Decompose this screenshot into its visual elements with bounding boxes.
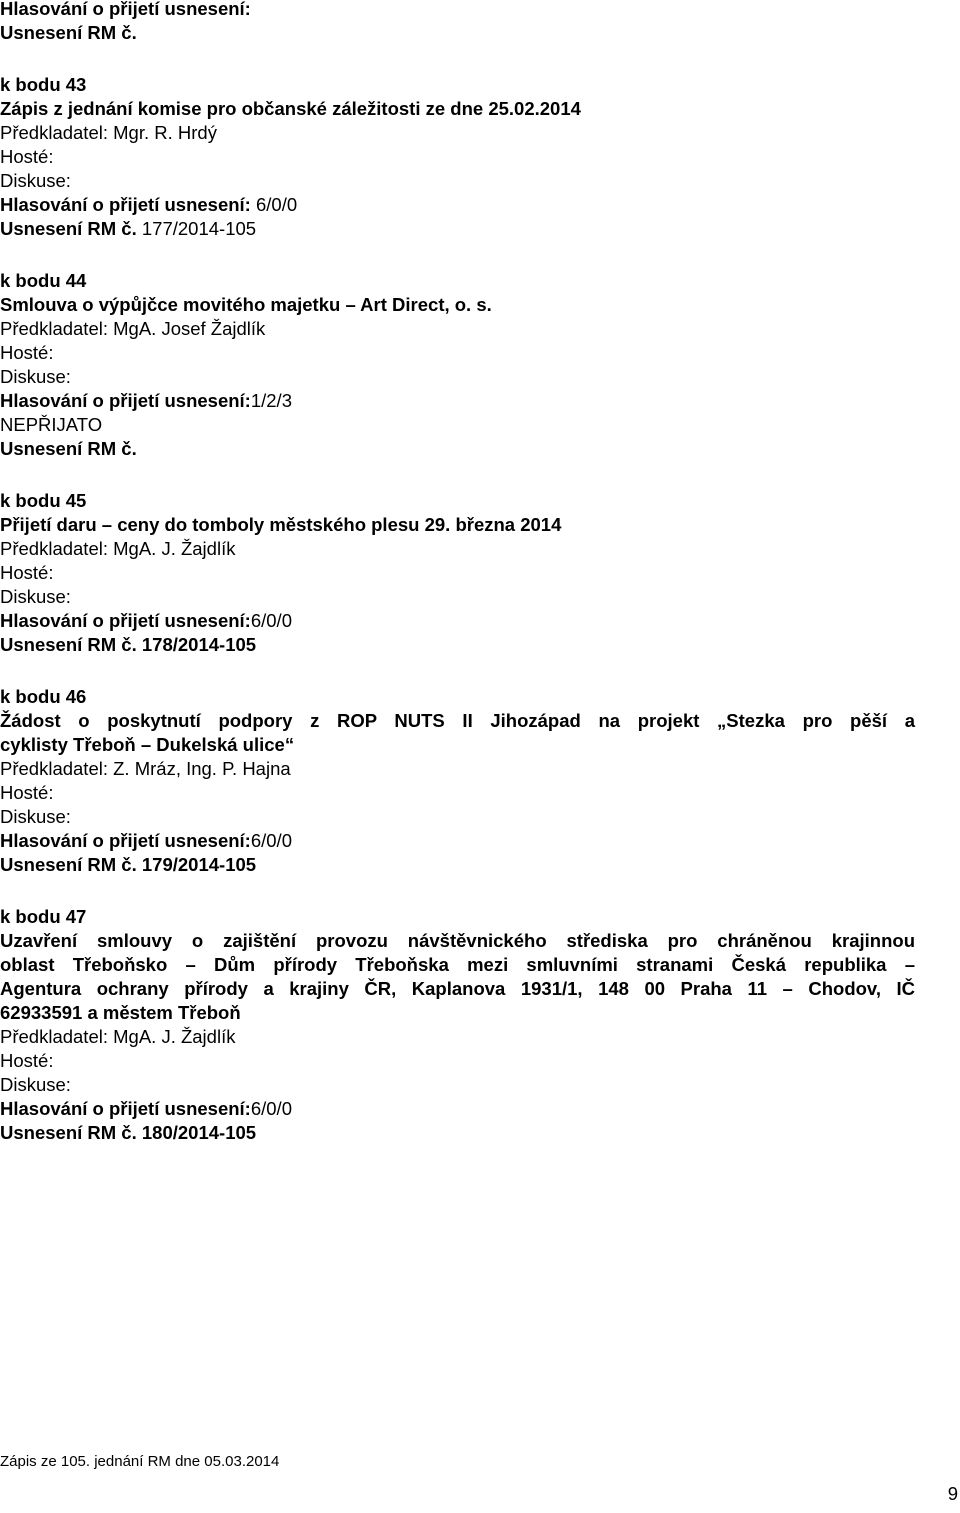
plain-text: Předkladatel: Mgr. R. Hrdý — [0, 122, 217, 143]
bold-text: Hlasování o přijetí usnesení: — [0, 1098, 251, 1119]
bold-text: Žádost o poskytnutí podpory z ROP NUTS II Jihozápad na projekt „Stezka pro pěší a — [0, 710, 915, 731]
bold-text: Usnesení RM č. — [0, 438, 137, 459]
plain-text: Hosté: — [0, 1050, 54, 1071]
bold-text: Hlasování o přijetí usnesení: — [0, 194, 251, 215]
bold-text: Přijetí daru – ceny do tomboly městského plesu 29. března 2014 — [0, 514, 562, 535]
plain-text: Předkladatel: MgA. J. Žajdlík — [0, 1026, 236, 1047]
page-number: 9 — [947, 1483, 958, 1504]
text-line — [0, 709, 915, 733]
bold-text: Usnesení RM č. — [0, 1122, 137, 1143]
text-line — [0, 633, 256, 657]
text-line — [0, 317, 265, 341]
text-line — [0, 365, 71, 389]
bold-text: Usnesení RM č. — [0, 634, 137, 655]
text-line — [0, 1049, 53, 1073]
bold-text: Usnesení RM č. — [0, 854, 137, 875]
text-line — [0, 0, 251, 21]
bold-text: Smlouva o výpůjčce movitého majetku – Art Direct, o. s. — [0, 294, 492, 315]
text-line — [0, 1025, 235, 1049]
bold-text: k bodu 47 — [0, 906, 87, 927]
bold-text: cyklisty Třeboň – Dukelská ulice“ — [0, 734, 295, 755]
text-line — [0, 757, 291, 781]
plain-text: 177/2014-105 — [136, 218, 257, 239]
text-line — [0, 1001, 241, 1025]
text-line — [0, 489, 86, 513]
page-footer: Zápis ze 105. jednání RM dne 05.03.2014 — [0, 1453, 280, 1470]
bold-text: k bodu 44 — [0, 270, 87, 291]
plain-text: Hosté: — [0, 342, 54, 363]
text-line — [0, 21, 137, 45]
text-line — [0, 145, 53, 169]
bold-text: 178/2014-105 — [136, 634, 257, 655]
bold-text: k bodu 46 — [0, 686, 87, 707]
plain-text: Diskuse: — [0, 366, 71, 387]
text-line — [0, 929, 915, 953]
text-line — [0, 829, 292, 853]
text-line — [0, 121, 217, 145]
text-line — [0, 805, 71, 829]
text-line — [0, 73, 86, 97]
text-line — [0, 537, 235, 561]
plain-text: Předkladatel: MgA. Josef Žajdlík — [0, 318, 266, 339]
text-line — [0, 293, 492, 317]
text-line — [0, 169, 71, 193]
bold-text: Hlasování o přijetí usnesení: — [0, 610, 251, 631]
text-line — [0, 269, 86, 293]
bold-text: Hlasování o přijetí usnesení: — [0, 830, 251, 851]
plain-text: Diskuse: — [0, 586, 71, 607]
plain-text: Předkladatel: MgA. J. Žajdlík — [0, 538, 236, 559]
plain-text: 6/0/0 — [250, 194, 298, 215]
plain-text: Diskuse: — [0, 806, 71, 827]
text-line — [0, 685, 86, 709]
text-line — [0, 977, 915, 1001]
text-line — [0, 1097, 292, 1121]
text-line — [0, 781, 53, 805]
plain-text: 6/0/0 — [250, 610, 292, 631]
plain-text: 6/0/0 — [250, 830, 292, 851]
bold-text: oblast Třeboňsko – Dům přírody Třeboňska mezi smluvními stranami Česká republika – — [0, 954, 915, 975]
text-line — [0, 217, 256, 241]
text-line — [0, 193, 297, 217]
bold-text: Agentura ochrany přírody a krajiny ČR, Kaplanova 1931/1, 148 00 Praha 11 – Chodov, IČ — [0, 978, 915, 999]
text-line — [0, 905, 86, 929]
text-line — [0, 1121, 256, 1145]
text-line — [0, 733, 294, 757]
plain-text: Předkladatel: Z. Mráz, Ing. P. Hajna — [0, 758, 291, 779]
plain-text: Hosté: — [0, 562, 54, 583]
bold-text: Zápis z jednání komise pro občanské záležitosti ze dne 25.02.2014 — [0, 98, 581, 119]
text-line — [0, 609, 292, 633]
plain-text: Diskuse: — [0, 170, 71, 191]
plain-text: Hosté: — [0, 146, 54, 167]
bold-text: k bodu 43 — [0, 74, 87, 95]
text-line — [0, 1073, 71, 1097]
plain-text: 1/2/3 — [250, 390, 292, 411]
text-line — [0, 561, 53, 585]
bold-text: Uzavření smlouvy o zajištění provozu návštěvnického střediska pro chráněnou krajinnou — [0, 930, 915, 951]
text-line — [0, 97, 581, 121]
plain-text: Hosté: — [0, 782, 54, 803]
text-line — [0, 853, 256, 877]
bold-text: 62933591 a městem Třeboň — [0, 1002, 241, 1023]
text-line — [0, 389, 292, 413]
text-line — [0, 953, 915, 977]
text-line — [0, 413, 102, 437]
text-line — [0, 585, 71, 609]
bold-text: Usnesení RM č. — [0, 218, 137, 239]
plain-text: Diskuse: — [0, 1074, 71, 1095]
bold-text: Hlasování o přijetí usnesení: — [0, 390, 251, 411]
bold-text: 179/2014-105 — [136, 854, 257, 875]
text-line — [0, 513, 561, 537]
bold-text: k bodu 45 — [0, 490, 87, 511]
text-line — [0, 341, 53, 365]
plain-text: NEPŘIJATO — [0, 414, 103, 435]
bold-text: Usnesení RM č. — [0, 22, 137, 43]
bold-text: Hlasování o přijetí usnesení: — [0, 0, 251, 19]
plain-text: 6/0/0 — [250, 1098, 292, 1119]
text-line — [0, 437, 137, 461]
bold-text: 180/2014-105 — [136, 1122, 257, 1143]
